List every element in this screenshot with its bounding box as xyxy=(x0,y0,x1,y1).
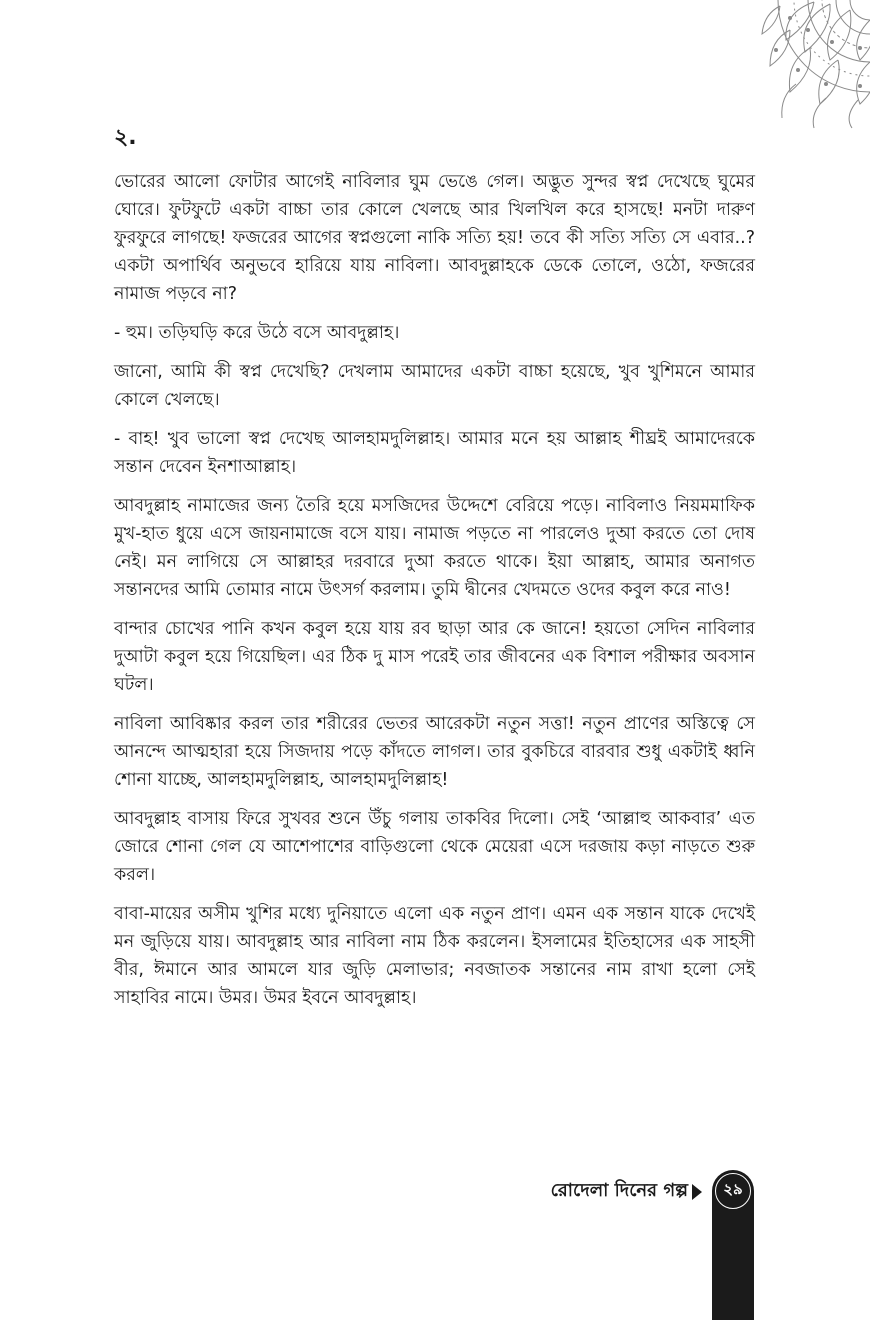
paragraph: - হুম। তড়িঘড়ি করে উঠে বসে আবদুল্লাহ। xyxy=(114,323,400,343)
paragraph: - বাহ! খুব ভালো স্বপ্ন দেখেছ আলহামদুলিল্লাহ। আমার মনে হয় আল্লাহ শীঘ্রই আমাদেরকে সন্তান দেবেন ইনশাআল্লাহ। xyxy=(114,429,755,477)
mandala-ornament-icon xyxy=(710,0,870,130)
paragraph: বান্দার চোখের পানি কখন কবুল হয়ে যায় রব ছাড়া আর কে জানে! হয়তো সেদিন নাবিলার দুআটা কবুল হয়ে গিয়েছিল। এর ঠিক দু মাস পরেই তার জীবনের এক বিশাল পরীক্ষার অবসান ঘটল। xyxy=(114,619,755,695)
chapter-body xyxy=(114,168,755,1023)
paragraph: জানো, আমি কী স্বপ্ন দেখেছি? দেখলাম আমাদের একটা বাচ্চা হয়েছে, খুব খুশিমনে আমার কোলে খেলছে। xyxy=(114,362,755,410)
paragraph: বাবা-মায়ের অসীম খুশির মধ্যে দুনিয়াতে এলো এক নতুন প্রাণ। এমন এক সন্তান যাকে দেখেই মন জুড়িয়ে যায়। আবদুল্লাহ আর নাবিলা নাম ঠিক করলেন। ইসলামের ইতিহাসের এক সাহসী বীর, ঈমানে আর আমলে যার জুড়ি মেলাভার; নবজাতক সন্তানের নাম রাখা হলো সেই সাহাবির নামে। উমর। উমর ইবনে আবদুল্লাহ। xyxy=(114,904,755,1008)
page-number: ২৯ xyxy=(723,1180,743,1198)
triangle-right-icon xyxy=(692,1184,702,1200)
paragraph: নাবিলা আবিষ্কার করল তার শরীরের ভেতর আরেকটা নতুন সত্তা! নতুন প্রাণের অস্তিত্বে সে আনন্দে আত্মহারা হয়ে সিজদায় পড়ে কাঁদতে লাগল। তার বুকচিরে বারবার শুধু একটাই ধ্বনি শোনা যাচ্ছে, আলহামদুলিল্লাহ, আলহামদুলিল্লাহ! xyxy=(114,714,755,790)
paragraph: আবদুল্লাহ বাসায় ফিরে সুখবর শুনে উঁচু গলায় তাকবির দিলো। সেই ‘আল্লাহু আকবার’ এত জোরে শোনা গেল যে আশেপাশের বাড়িগুলো থেকে মেয়েরা এসে দরজায় কড়া নাড়তে শুরু করল। xyxy=(114,809,755,885)
page-footer xyxy=(0,1170,870,1320)
book-title: রোদেলা দিনের গল্প xyxy=(550,1180,688,1201)
chapter-number: ২. xyxy=(114,125,137,150)
paragraph: ভোরের আলো ফোটার আগেই নাবিলার ঘুম ভেঙে গেল। অদ্ভুত সুন্দর স্বপ্ন দেখেছে ঘুমের ঘোরে। ফুটফুটে একটা বাচ্চা তার কোলে খেলছে আর খিলখিল করে হাসছে! মনটা দারুণ ফুরফুরে লাগছে! ফজরের আগের স্বপ্নগুলো নাকি সত্যি হয়! তবে কী সত্যি সত্যি সে এবার..? একটা অপার্থিব অনুভবে হারিয়ে যায় নাবিলা। আবদুল্লাহকে ডেকে তোলে, ওঠো, ফজরের নামাজ পড়বে না? xyxy=(114,172,755,304)
paragraph: আবদুল্লাহ নামাজের জন্য তৈরি হয়ে মসজিদের উদ্দেশে বেরিয়ে পড়ে। নাবিলাও নিয়মমাফিক মুখ-হাত ধুয়ে এসে জায়নামাজে বসে যায়। নামাজ পড়তে না পারলেও দুআ করতে তো দোষ নেই। মন লাগিয়ে সে আল্লাহর দরবারে দুআ করতে থাকে। ইয়া আল্লাহ, আমার অনাগত সন্তানদের আমি তোমার নামে উৎসর্গ করলাম। তুমি দ্বীনের খেদমতে ওদের কবুল করে নাও! xyxy=(114,496,755,600)
